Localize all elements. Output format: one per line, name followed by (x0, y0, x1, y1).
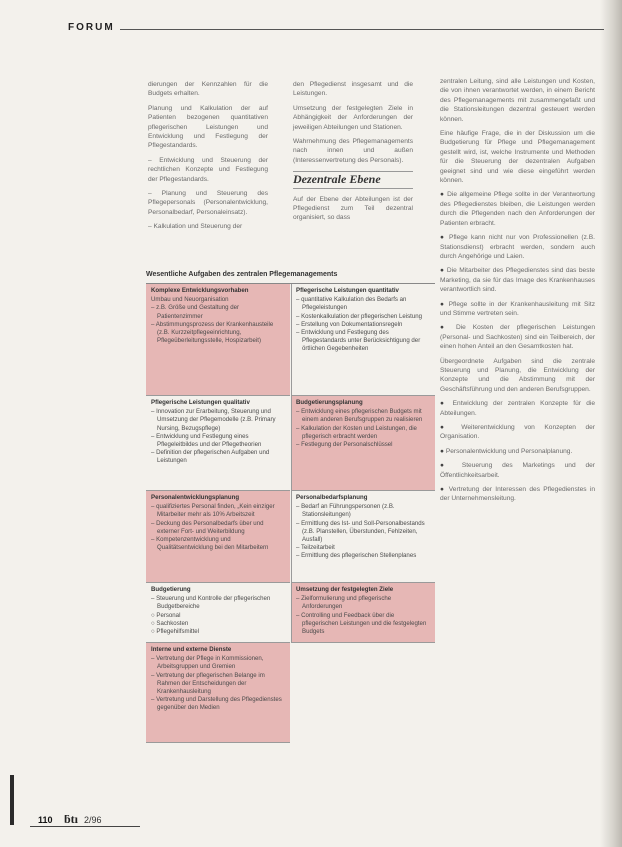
header-rule (120, 29, 604, 30)
table-cell (146, 284, 290, 396)
paragraph: dierungen der Kennzahlen für die Budgets erhalten. (148, 81, 268, 98)
journal-logo: ƃtı (64, 812, 79, 826)
cell-title: Pflegerische Leistungen qualitativ (151, 399, 250, 406)
page-edge-shadow (600, 0, 622, 847)
bullet-item: ● Die Mitarbeiter des Pflegedienstes sind das beste Marketing, da sie für das Image des Krankenhauses verantwortlich sind. (440, 266, 595, 294)
cell-item: – Entwicklung und Festlegung des Pflegestandards unter Berücksichtigung der örtlichen Gegebenheiten (296, 329, 421, 353)
cell-item: – z.B. Größe und Gestaltung der Patientenzimmer (151, 304, 240, 320)
cell-item: Umbau und Neuorganisation (151, 296, 229, 304)
cell-item: – Vertretung und Darstellung des Pflegedienstes gegenüber den Medien (151, 696, 282, 712)
table-cell (146, 583, 290, 643)
cell-item: – qualifiziertes Personal finden, „Kein einziger Mitarbeiter mehr als 10% Arbeitszeit (151, 503, 275, 519)
paragraph: den Pflegedienst insgesamt und die Leistungen. (293, 81, 413, 98)
cell-item: – Entwicklung und Festlegung eines Pflegeleitbildes und der Pflegetheorien (151, 432, 262, 449)
cell-title: Personalbedarfsplanung (296, 494, 368, 501)
cell-item: ○ Pflegehilfsmittel (151, 628, 200, 636)
cell-item: ○ Sachkosten (151, 619, 189, 627)
cell-item: – Zielformulierung und pflegerische Anforderungen (296, 595, 392, 611)
cell-item: – Abstimmungsprozess der Krankenhausteile (z.B. Kurzzeitpflegeeinrichtung, Pflegeüberleitungsstelle, Hospizarbeit) (151, 320, 274, 345)
paragraph: zentralen Leitung, sind alle Leistungen und Kosten, die von ihnen verantwortet werden, in einem Bericht des Pflegemanagements mit zusammengefaßt und die Stationsleitungen dezentral gesteuert werden können. (440, 78, 595, 123)
page-number: 110 (38, 815, 53, 825)
bullet-item: ● Vertretung der Interessen des Pflegedienstes in der Unternehmensleitung. (440, 485, 595, 504)
cell-item: – Ermittlung des Ist- und Soll-Personalbestands (z.B. Planstellen, Überstunden, Fehlzeiten, Ausfall) (296, 519, 425, 544)
table-title: Wesentliche Aufgaben des zentralen Pflegemanagements (146, 271, 338, 278)
paragraph: Eine häufige Frage, die in der Diskussion um die Budgetierung für Pflege und Pflegemanagement gestellt wird, ist, welche Instrumente und Methoden für die Steuerung der dezentralen Aufgaben geeignet sind und wie diese eingeführt werden können. (440, 130, 595, 185)
cell-item: ○ Personal (151, 611, 181, 619)
bullet-item: ● Entwicklung der zentralen Konzepte für die Abteilungen. (440, 399, 595, 418)
cell-item: – Erstellung von Dokumentationsregeln (296, 320, 403, 328)
table-cell (146, 643, 290, 743)
cell-item: – Bedarf an Führungspersonen (z.B. Stationsleitungen) (296, 503, 395, 519)
cell-item: – Kompetenzentwicklung und Qualitätsentwicklung bei den Mitarbeitern (151, 536, 269, 552)
cell-item: – Deckung des Personalbedarfs über und externer Fort- und Weiterbildung (151, 519, 264, 535)
table-divider (291, 284, 292, 643)
paragraph: – Entwicklung und Steuerung der rechtlichen Konzepte und Festlegung der Pflegestandards. (148, 156, 268, 183)
issue-number: 2/96 (84, 815, 102, 825)
bullet-item: ● Pflege sollte in der Krankenhausleitung mit Sitz und Stimme vertreten sein. (440, 300, 595, 319)
paragraph: Planung und Kalkulation der auf Patienten bezogenen quantitativen pflegerischen Leistungen und Entwicklung und Festlegung der Pflegestandards. (148, 104, 268, 150)
paragraph: Wahrnehmung des Pflegemanagements nach innen und außen (Interessenvertretung des Personals). (293, 138, 413, 164)
text-column-1 (148, 80, 268, 237)
cell-item: – Vertretung der pflegerischen Belange im Rahmen der Entscheidungen der Krankenhausleitung (151, 671, 265, 696)
bullet-item: ● Weiterentwicklung von Konzepten der Organisation. (440, 423, 595, 442)
cell-title: Budgetierungsplanung (296, 399, 363, 406)
bullet-item: ● Personalentwicklung und Personalplanung. (440, 447, 595, 456)
paragraph: Auf der Ebene der Abteilungen ist der Pflegedienst zum Teil dezentral organisiert, so dass (293, 195, 413, 222)
cell-title: Umsetzung der festgelegten Ziele (296, 586, 394, 593)
text-column-3 (440, 77, 595, 509)
subheading-dezentrale-ebene: Dezentrale Ebene (293, 171, 413, 188)
paragraph: Umsetzung der festgelegten Ziele in Abhängigkeit der Anforderungen der jeweiligen Abteilungen und Stationen. (293, 104, 413, 131)
cell-item: – Controlling und Feedback über die pflegerischen Leistungen und die festgelegten Budgets (296, 611, 427, 636)
cell-item: – Innovation zur Erarbeitung, Steuerung und Umsetzung der Pflegemodelle (z.B. Primary Nursing, Bezugspflege) (151, 408, 276, 432)
cell-item: – Definition der pflegerischen Aufgaben und Leistungen (151, 449, 270, 465)
text-column-2 (293, 80, 413, 228)
cell-title: Pflegerische Leistungen quantitativ (296, 287, 399, 294)
cell-title: Interne und externe Dienste (151, 646, 232, 653)
cell-item: – quantitative Kalkulation des Bedarfs an Pflegeleistungen (296, 296, 407, 312)
cell-item: – Steuerung und Kontrolle der pflegerischen Budgetbereiche (151, 595, 271, 611)
cell-title: Budgetierung (151, 586, 191, 593)
table-cell (291, 396, 435, 491)
section-header: FORUM (68, 22, 115, 33)
cell-item: – Ermittlung des pflegerischen Stellenplanes (296, 552, 417, 560)
cell-title: Komplexe Entwicklungsvorhaben (151, 287, 249, 294)
bullet-item: ● Die Kosten der pflegerischen Leistungen (Personal- und Sachkosten) sind ein Teilbereich, der einen hohen Anteil an den Gesamtkosten hat. (440, 323, 595, 351)
cell-item: – Festlegung der Personalschlüssel (296, 441, 393, 449)
table-cell (146, 491, 290, 583)
bullet-item: ● Steuerung des Marketings und der Öffentlichkeitsarbeit. (440, 461, 595, 480)
cell-item: – Kalkulation der Kosten und Leistungen, die pflegerisch erbracht werden (296, 424, 417, 440)
table-cell (146, 396, 290, 491)
footer-bar (10, 775, 14, 825)
task-table (146, 283, 435, 712)
paragraph: – Planung und Steuerung des Pflegepersonals (Personalentwicklung, Personalbedarf, Personaleinsatz). (148, 190, 268, 216)
bullet-item: ● Die allgemeine Pflege sollte in der Verantwortung des Pflegedienstes bleiben, die Leistungen werden durch die Pflegenden nach den Anforderungen der Patienten erbracht. (440, 190, 595, 228)
cell-item: – Entwicklung eines pflegerischen Budgets mit einem anderen Berufsgruppen zu realisieren (296, 408, 423, 424)
table-cell (291, 491, 435, 583)
footer-rule (30, 826, 140, 827)
table-cell (291, 284, 435, 396)
cell-item: – Kostenkalkulation der pflegerischen Leistung (296, 312, 423, 320)
bullet-item: ● Pflege kann nicht nur von Professionellen (z.B. Stationsdienst) erbracht werden, sondern auch durch Angehörige und Laien. (440, 233, 595, 261)
cell-item: – Vertretung der Pflege in Kommissionen, Arbeitsgruppen und Gremien (151, 655, 264, 671)
paragraph: – Kalkulation und Steuerung der (148, 223, 243, 231)
cell-title: Personalentwicklungsplanung (151, 494, 240, 501)
cell-item: – Teilzeitarbeit (296, 544, 335, 552)
paragraph: Übergeordnete Aufgaben sind die zentrale Steuerung und Planung, die Entwicklung der Konzepte und die Abstimmung mit der Geschäftsführung und den anderen Berufsgruppen. (440, 357, 595, 393)
table-cell (291, 583, 435, 643)
